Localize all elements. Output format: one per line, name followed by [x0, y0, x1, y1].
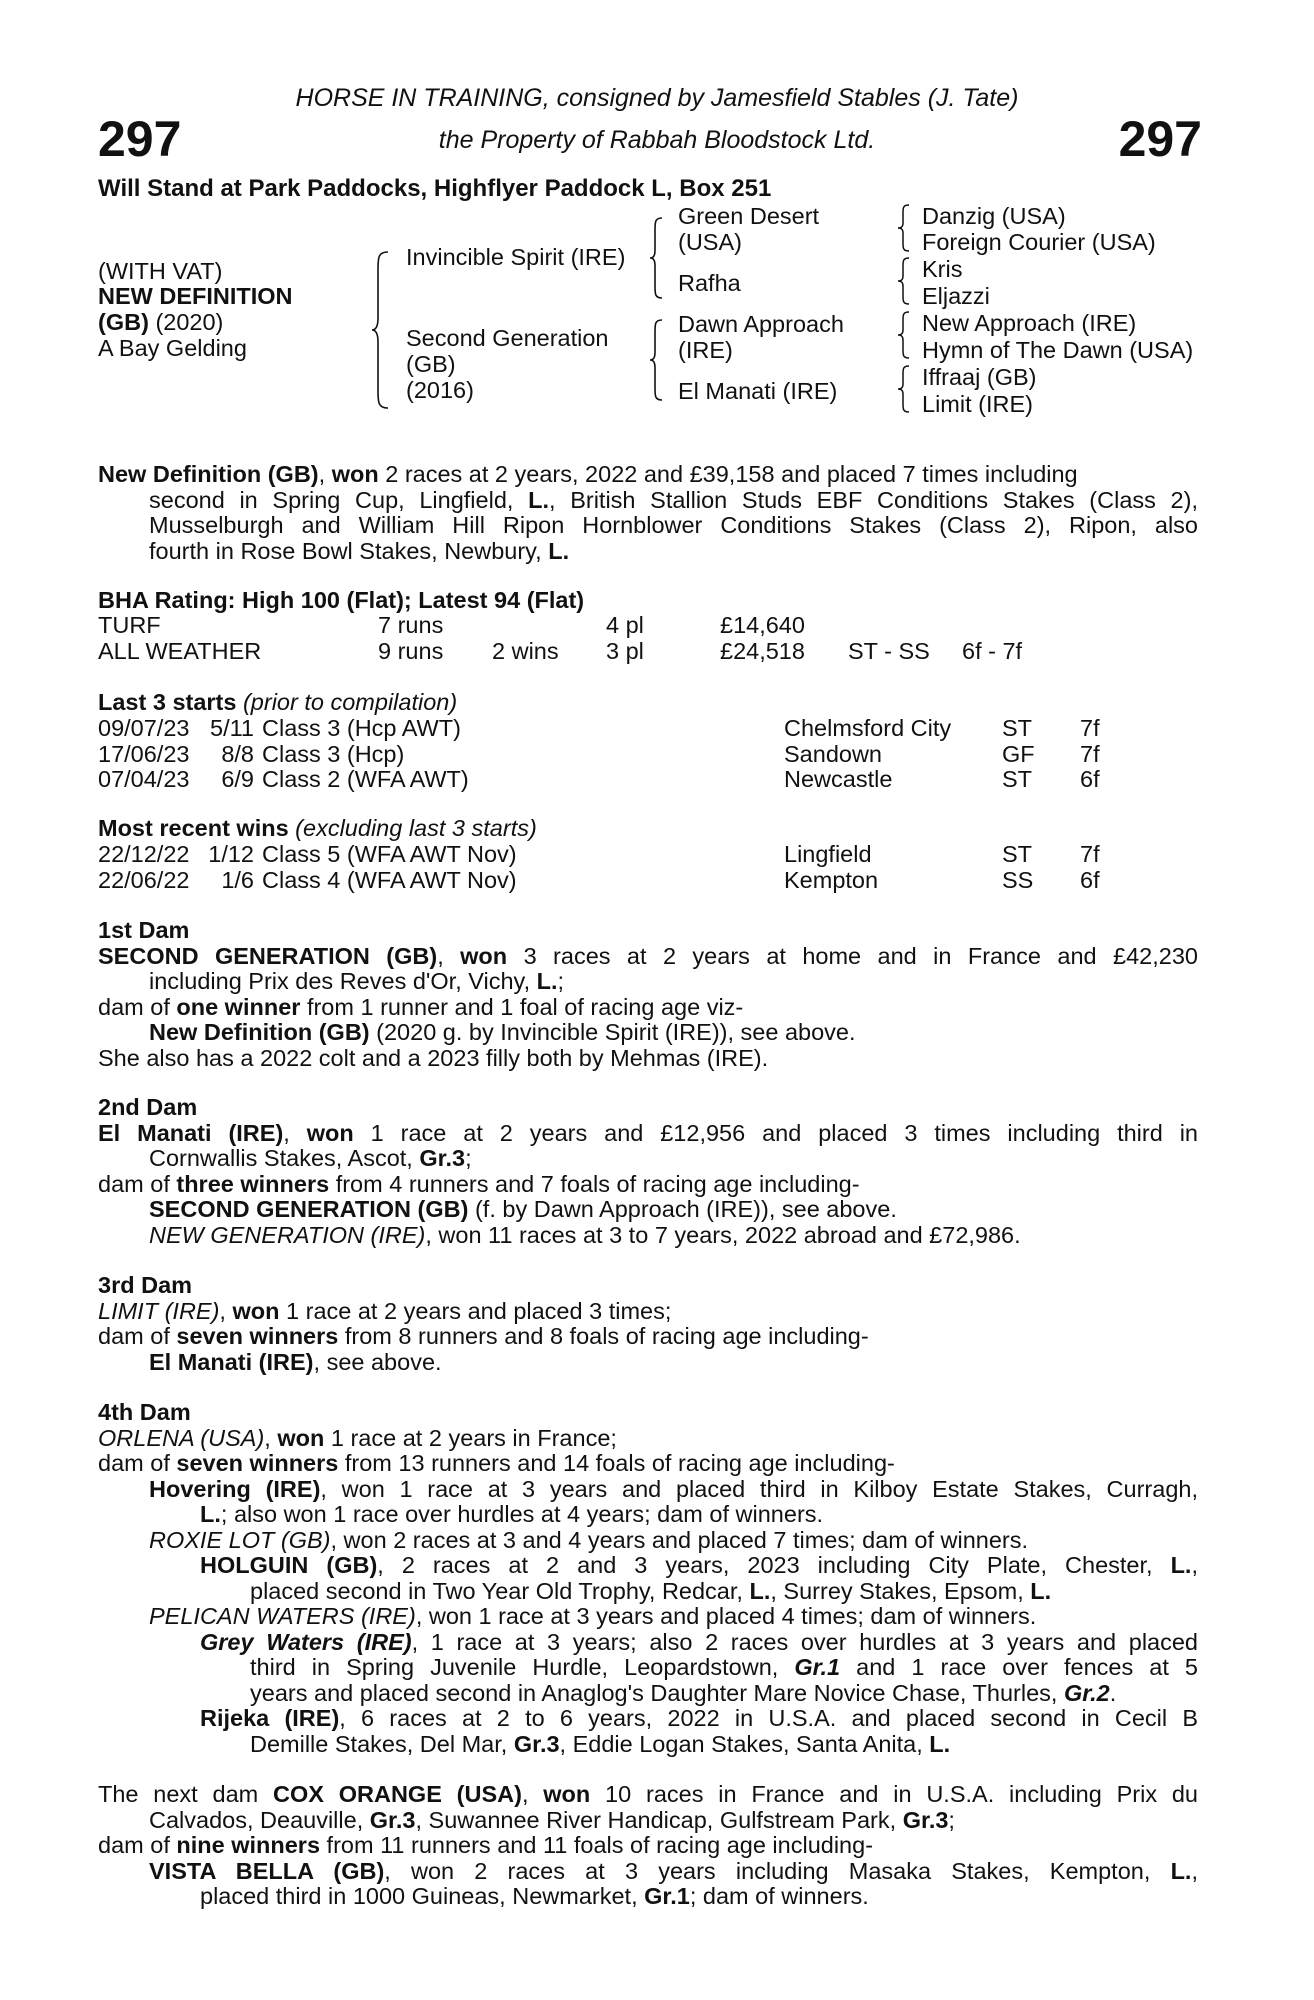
next-dam-section: The next dam COX ORANGE (USA), won 10 races in France and in U.S.A. including Prix du Calvados, Deauville, Gr.3, Suwannee River Handicap, Gulfstream Park, Gr.3; dam of nine winners from 11 runners and 11 foals of racing age including- VISTA BELLA (GB), won 2 races at 3 years including Masaka Stakes, Kempton, L., placed third in 1000 Guineas, Newmarket, Gr.1; dam of winners. — [98, 1781, 1198, 1909]
property-line: the Property of Rabbah Bloodstock Ltd. — [438, 126, 876, 154]
pedigree-dam-line1: Second Generation — [406, 325, 609, 351]
stats-row: ALL WEATHER 9 runs 2 wins 3 pl £24,518 ST - SS 6f - 7f — [98, 637, 1023, 664]
bha-rating: BHA Rating: High 100 (Flat); Latest 94 (Flat) — [98, 587, 585, 613]
third-dam-section: 3rd Dam LIMIT (IRE), won 1 race at 2 years and placed 3 times; dam of seven winners from 8 runners and 8 foals of racing age including- El Manati (IRE), see above. — [98, 1272, 869, 1375]
pedigree-brace-sire — [648, 216, 666, 300]
horse-description: A Bay Gelding — [98, 335, 247, 361]
pedigree-brace-g4 — [896, 364, 912, 414]
lot-number-right: 297 — [1118, 111, 1202, 167]
pedigree-gen3-5: New Approach (IRE) — [922, 310, 1137, 336]
pedigree-brace-g1 — [896, 203, 912, 253]
recent-wins-heading: Most recent wins (excluding last 3 starts) — [98, 815, 537, 841]
pedigree-brace-main — [370, 250, 394, 410]
pedigree-sire-dam: Rafha — [678, 270, 741, 296]
stabling-line: Will Stand at Park Paddocks, Highflyer Paddock L, Box 251 — [98, 175, 772, 202]
pedigree-sire: Invincible Spirit (IRE) — [406, 244, 626, 270]
pedigree-brace-g2 — [896, 256, 912, 306]
pedigree-gen3-1: Danzig (USA) — [922, 203, 1066, 229]
pedigree-dam-dam: El Manati (IRE) — [678, 378, 838, 404]
recent-wins-table — [98, 842, 1100, 893]
pedigree-gen3-4: Eljazzi — [922, 283, 990, 309]
first-dam-section: 1st Dam SECOND GENERATION (GB), won 3 races at 2 years at home and in France and £42,230 including Prix des Reves d'Or, Vichy, L.; dam of one winner from 1 runner and 1 foal of racing age viz- New Definition (GB) (2020 g. by Invincible Spirit (IRE)), see above. She also has a 2022 colt and a 2023 filly both by Mehmas (IRE). — [98, 917, 1198, 1071]
pedigree-gen3-6: Hymn of The Dawn (USA) — [922, 337, 1194, 363]
second-dam-section: 2nd Dam El Manati (IRE), won 1 race at 2 years and £12,956 and placed 3 times including third in Cornwallis Stakes, Ascot, Gr.3; dam of three winners from 4 runners and 7 foals of racing age including- SECOND GENERATION (GB) (f. by Dawn Approach (IRE)), see above. NEW GENERATION (IRE), won 11 races at 3 to 7 years, 2022 abroad and £72,986. — [98, 1094, 1199, 1248]
stats-row: TURF 7 runs 4 pl £14,640 — [98, 612, 805, 638]
consignor-line: HORSE IN TRAINING, consigned by Jamesfield Stables (J. Tate) — [295, 84, 1019, 112]
pedigree-brace-g3 — [896, 310, 912, 360]
pedigree-brace-dam — [648, 318, 666, 402]
pedigree-dam-line3: (2016) — [406, 377, 474, 403]
table-row: 07/04/23 6/9 Class 2 (WFA AWT) Newcastle ST 6f — [98, 766, 1100, 792]
table-row: 17/06/23 8/8 Class 3 (Hcp) Sandown GF 7f — [98, 740, 1100, 767]
pedigree-gen3-7: Iffraaj (GB) — [922, 364, 1037, 390]
table-row: 09/07/23 5/11 Class 3 (Hcp AWT) Chelmsford City ST 7f — [98, 715, 1100, 741]
pedigree-sire-sire-line1: Green Desert — [678, 203, 820, 229]
table-row: 22/12/22 1/12 Class 5 (WFA AWT Nov) Lingfield ST 7f — [98, 841, 1100, 867]
table-row: 22/06/22 1/6 Class 4 (WFA AWT Nov) Kempton SS 6f — [98, 866, 1100, 893]
fourth-dam-section: 4th Dam ORLENA (USA), won 1 race at 2 years in France; dam of seven winners from 13 runners and 14 foals of racing age including- Hovering (IRE), won 1 race at 3 years and placed third in Kilboy Estate Stakes, Curragh, L.; also won 1 race over hurdles at 4 years; dam of winners. ROXIE LOT (GB), won 2 races at 3 and 4 years and placed 7 times; dam of winners. HOLGUIN (GB), 2 races at 2 and 3 years, 2023 including City Plate, Chester, L., placed second in Two Year Old Trophy, Redcar, L., Surrey Stakes, Epsom, L. PELICAN WATERS (IRE), won 1 race at 3 years and placed 4 times; dam of winners. Grey Waters (IRE), 1 race at 3 years; also 2 races over hurdles at 3 years and placed third in Spring Juvenile Hurdle, Leopardstown, Gr.1 and 1 race over fences at 5 years and placed second in Anaglog's Daughter Mare Novice Chase, Thurles, Gr.2. Rijeka (IRE), 6 races at 2 to 6 years, 2022 in U.S.A. and placed second in Cecil B Demille Stakes, Del Mar, Gr.3, Eddie Logan Stakes, Santa Anita, L. — [98, 1399, 1199, 1757]
pedigree-dam-sire-line1: Dawn Approach — [678, 311, 844, 337]
stats-table — [98, 613, 1022, 664]
pedigree-gen3-3: Kris — [922, 256, 963, 282]
vat-note: (WITH VAT) — [98, 258, 223, 284]
last3-heading: Last 3 starts (prior to compilation) — [98, 689, 458, 715]
horse-origin-year: (GB) (2020) — [98, 309, 224, 335]
last3-table — [98, 716, 1100, 793]
race-summary: New Definition (GB), won 2 races at 2 years, 2022 and £39,158 and placed 7 times including second in Spring Cup, Lingfield, L., British Stallion Studs EBF Conditions Stakes (Class 2), Musselburgh and William Hill Ripon Hornblower Conditions Stakes (Class 2), Ripon, also fourth in Rose Bowl Stakes, Newbury, L. — [98, 461, 1198, 564]
pedigree-gen3-8: Limit (IRE) — [922, 391, 1033, 417]
lot-number-left: 297 — [98, 111, 182, 167]
pedigree-dam-line2: (GB) — [406, 351, 456, 377]
pedigree-gen3-2: Foreign Courier (USA) — [922, 229, 1156, 255]
horse-name: NEW DEFINITION — [98, 283, 293, 309]
pedigree-dam-sire-line2: (IRE) — [678, 337, 733, 363]
pedigree-sire-sire-line2: (USA) — [678, 229, 742, 255]
